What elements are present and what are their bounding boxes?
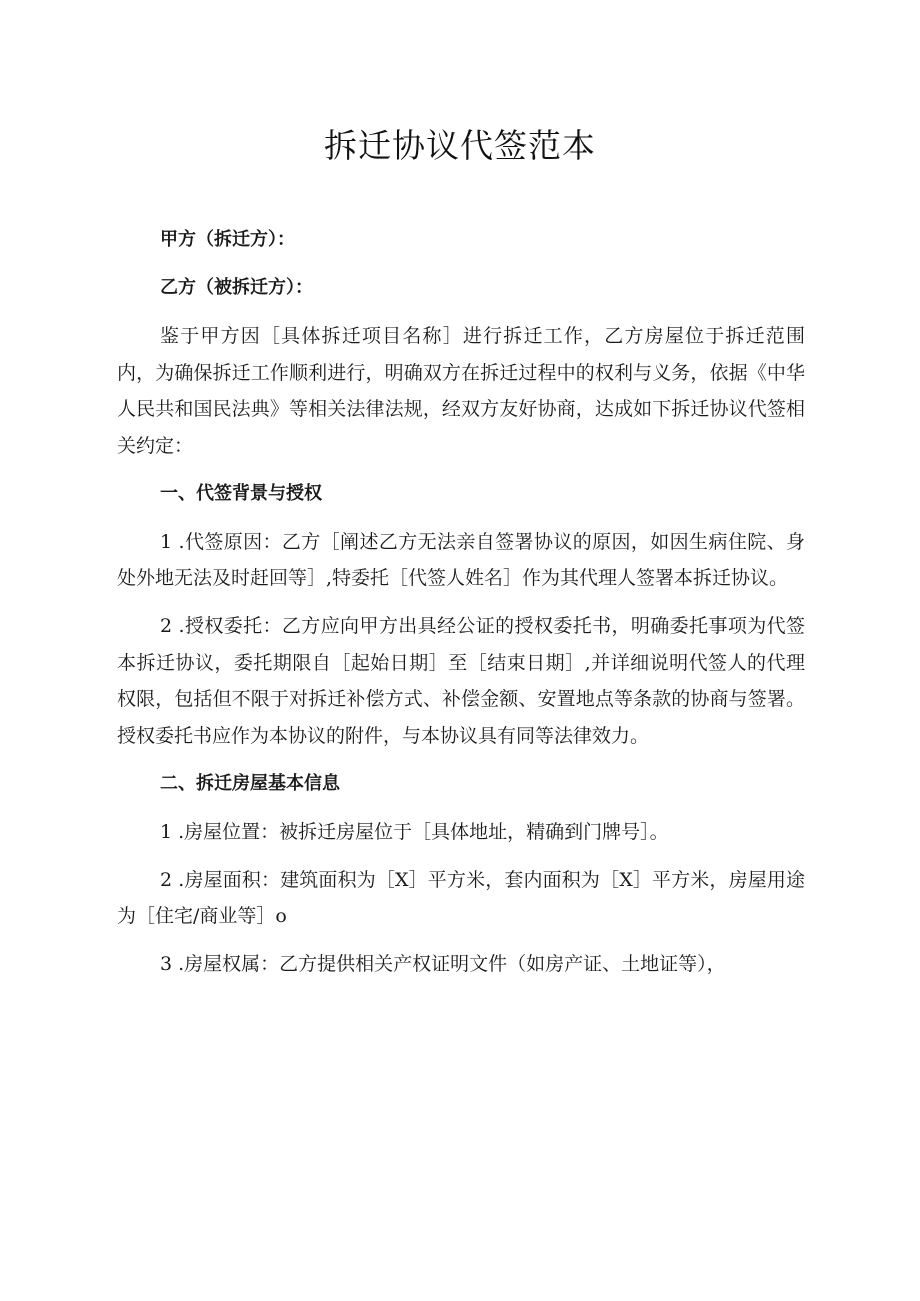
section-1-item-1: 1 .代签原因：乙方［阐述乙方无法亲自签署协议的原因，如因生病住院、身处外地无法及时赶回等］,特委托［代签人姓名］作为其代理人签署本拆迁协议。 <box>117 530 805 589</box>
section-2-item-2: 2 .房屋面积：建筑面积为［X］平方米，套内面积为［X］平方米，房屋用途为［住宅/商业等］o <box>117 868 805 927</box>
preamble-paragraph: 鉴于甲方因［具体拆迁项目名称］进行拆迁工作，乙方房屋位于拆迁范围内，为确保拆迁工作顺利进行，明确双方在拆迁过程中的权利与义务，依据《中华人民共和国民法典》等相关法律法规，经双方友好协商，达成如下拆迁协议代签相关约定： <box>117 325 805 457</box>
document-title: 拆迁协议代签范本 <box>324 126 596 165</box>
party-b-line: 乙方（被拆迁方）： <box>160 277 313 298</box>
section-2-heading: 二、拆迁房屋基本信息 <box>160 772 340 794</box>
section-1-heading: 一、代签背景与授权 <box>160 482 322 504</box>
party-a-line: 甲方（拆迁方）： <box>160 229 295 250</box>
document-body <box>117 222 805 994</box>
section-2-item-1: 1 .房屋位置：被拆迁房屋位于［具体地址，精确到门牌号］。 <box>160 820 669 843</box>
section-2-item-3: 3 .房屋权属：乙方提供相关产权证明文件（如房产证、土地证等）， <box>160 953 726 975</box>
section-1-item-2: 2 .授权委托：乙方应向甲方出具经公证的授权委托书，明确委托事项为代签本拆迁协议，委托期限自［起始日期］至［结束日期］,并详细说明代签人的代理权限，包括但不限于对拆迁补偿方式、补偿金额、安置地点等条款的协商与签署。授权委托书应作为本协议的附件，与本协议具有同等法律效力。 <box>117 615 805 747</box>
